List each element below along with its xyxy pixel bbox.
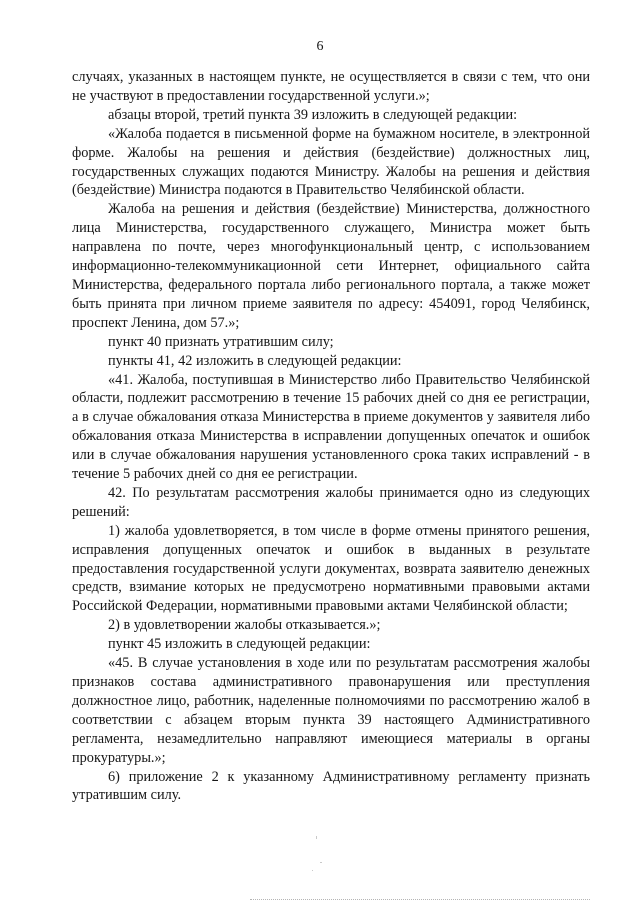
paragraph: «45. В случае установления в ходе или по результатам рассмотрения жалобы признаков состава административного правонарушения или преступления должностное лицо, работник, наделенные полномочиями по рассмотрению жалоб в соответствии с абзацем вторым пункта 39 настоящего Административного регламента, незамедлительно направляют имеющиеся материалы в органы прокуратуры.»;	[72, 655, 590, 766]
paragraph: «Жалоба подается в письменной форме на бумажном носителе, в электронной форме. Жалобы на решения и действия (бездействие) должностных лиц, государственных служащих подаются Министру. Жалобы на решения и действия (бездействие) Министра подаются в Правительство Челябинской области.	[72, 125, 590, 199]
page-number: 6	[316, 39, 324, 54]
paragraph: Жалоба на решения и действия (бездействие) Министерства, должностного лица Министерства, государственного служащего, Министра может быть направлена по почте, через многофункциональный центр, с использованием информационно-телекоммуникационной сети Интернет, официального сайта Министерства, федерального портала либо регионального портала, а также может быть принята при личном приеме заявителя по адресу: 454091, город Челябинск, проспект Ленина, дом 57.»;	[72, 201, 590, 331]
paragraph: 1) жалоба удовлетворяется, в том числе в форме отмены принятого решения, исправления допущенных опечаток и ошибок в выданных в результате предоставления государственной услуги документах, возврата заявителю денежных средств, взимание которых не предусмотрено нормативными правовыми актами Российской Федерации, нормативными правовыми актами Челябинской области;	[72, 522, 590, 615]
scan-speck	[312, 870, 313, 871]
paragraph: пункт 40 признать утратившим силу;	[108, 333, 334, 350]
paragraph: случаях, указанных в настоящем пункте, не осуществляется в связи с тем, что они не участвуют в предоставлении государственной услуги.»;	[72, 69, 590, 104]
paragraph: 42. По результатам рассмотрения жалобы принимается одно из следующих решений:	[72, 484, 590, 520]
paragraph: пункт 45 изложить в следующей редакции:	[108, 636, 371, 653]
scan-speck	[316, 836, 317, 839]
paragraph: 2) в удовлетворении жалобы отказывается.»;	[108, 617, 381, 634]
paragraph: пункты 41, 42 изложить в следующей редакции:	[108, 352, 402, 369]
document-body	[72, 68, 590, 805]
paragraph: «41. Жалоба, поступившая в Министерство либо Правительство Челябинской области, подлежит рассмотрению в течение 15 рабочих дней со дня ее регистрации, а в случае обжалования отказа Министерства в приеме документов у заявителя либо обжалования отказа Министерства в исправлении допущенных опечаток и ошибок или в случае обжалования нарушения установленного срока таких исправлений - в течение 5 рабочих дней со дня ее регистрации.	[72, 371, 590, 483]
scan-edge-artifact	[250, 899, 590, 901]
paragraph: 6) приложение 2 к указанному Административному регламенту признать утратившим силу.	[72, 768, 590, 804]
scan-speck	[320, 862, 322, 863]
paragraph: абзацы второй, третий пункта 39 изложить в следующей редакции:	[108, 106, 518, 123]
